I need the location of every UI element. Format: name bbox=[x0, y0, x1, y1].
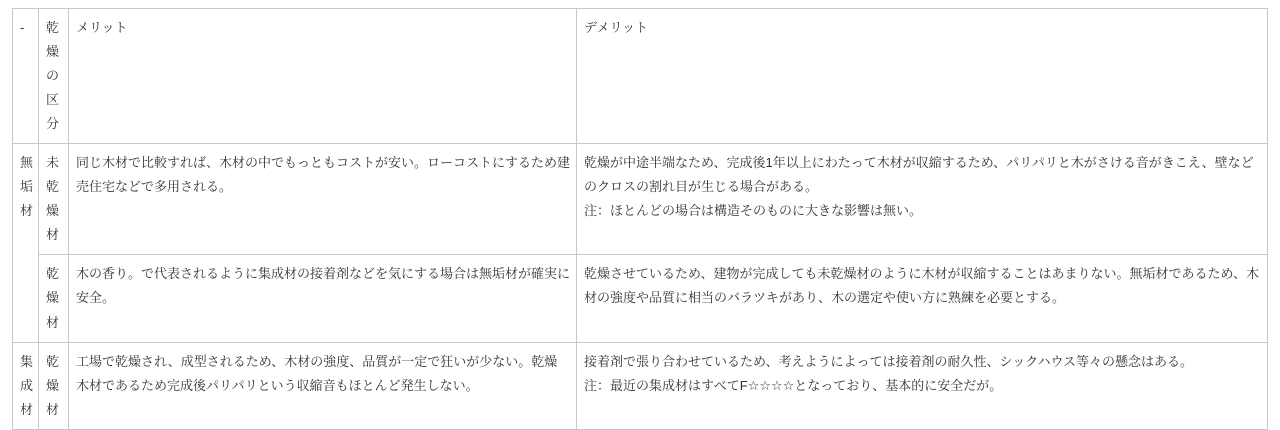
table-row bbox=[13, 144, 1268, 255]
cell-demerit-kansouzai-muku bbox=[577, 255, 1268, 342]
header-drying: 乾燥の区分 bbox=[39, 9, 69, 144]
merit-paragraph: 木の香り。で代表されるように集成材の接着剤などを気にする場合は無垢材が確実に安全。 bbox=[76, 266, 571, 306]
demerit-note: 注：ほとんどの場合は構造そのものに大きな影響は無い。 bbox=[584, 203, 923, 219]
cell-category-shuuseizai: 集成材 bbox=[13, 342, 39, 429]
cell-drying-kansouzai-shuusei: 乾燥材 bbox=[39, 342, 69, 429]
cell-category-mukuzai: 無垢材 bbox=[13, 144, 39, 342]
table-header-row bbox=[13, 9, 1268, 144]
cell-drying-mikansouzai: 未乾燥材 bbox=[39, 144, 69, 255]
cell-merit-kansouzai-muku bbox=[69, 255, 577, 342]
merit-paragraph: 同じ木材で比較すれば、木材の中でもっともコストが安い。ローコストにするため建売住宅などで多用される。 bbox=[76, 155, 571, 195]
table-row bbox=[13, 255, 1268, 342]
cell-demerit-mikansouzai bbox=[577, 144, 1268, 255]
cell-merit-mikansouzai bbox=[69, 144, 577, 255]
header-merit: メリット bbox=[69, 9, 577, 144]
table-row bbox=[13, 342, 1268, 429]
cell-demerit-shuuseizai bbox=[577, 342, 1268, 429]
demerit-note: 注：最近の集成材はすべてF☆☆☆☆となっており、基本的に安全だが。 bbox=[584, 377, 1003, 393]
header-category: - bbox=[13, 9, 39, 144]
demerit-paragraph: 乾燥させているため、建物が完成しても未乾燥材のように木材が収縮することはあまりない。無垢材であるため、木材の強度や品質に相当のバラツキがあり、木の選定や使い方に熟練を必要とする。 bbox=[584, 266, 1259, 306]
cell-merit-shuuseizai bbox=[69, 342, 577, 429]
header-demerit: デメリット bbox=[577, 9, 1268, 144]
merit-paragraph: 工場で乾燥され、成型されるため、木材の強度、品質が一定で狂いが少ない。乾燥木材であるため完成後パリパリという収縮音もほとんど発生しない。 bbox=[76, 353, 558, 393]
cell-drying-kansouzai-muku: 乾燥材 bbox=[39, 255, 69, 342]
demerit-paragraph: 接着剤で張り合わせているため、考えようによっては接着剤の耐久性、シックハウス等々の懸念はある。 bbox=[584, 353, 1194, 369]
comparison-table bbox=[12, 8, 1268, 430]
demerit-paragraph: 乾燥が中途半端なため、完成後1年以上にわたって木材が収縮するため、パリパリと木がさける音がきこえ、壁などのクロスの割れ目が生じる場合がある。 bbox=[584, 155, 1254, 195]
